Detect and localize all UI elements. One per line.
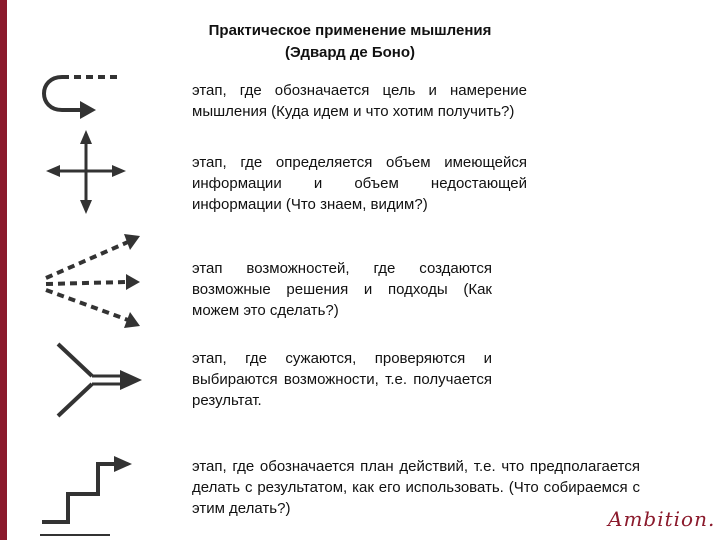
step-2-text: этап, где определяется объем имеющейся информации и объем недостающей информации (Что знаем, видим?) <box>192 154 527 213</box>
bottom-divider <box>40 534 110 536</box>
slide-title <box>150 20 550 64</box>
staircase-arrow-icon <box>40 450 140 530</box>
step-1-text: этап, где обозначается цель и намерение мышления (Куда идем и что хотим получить?) <box>192 82 527 120</box>
step-4-text: этап, где сужаются, проверяются и выбираются возможности, т.е. получается результат. <box>192 350 492 409</box>
left-accent-bar <box>0 0 7 540</box>
converging-lines-arrow-icon <box>48 338 148 422</box>
four-way-arrows-icon <box>40 128 130 216</box>
title-line-1: Практическое применение мышления <box>208 22 492 39</box>
diverging-dashed-arrows-icon <box>38 228 148 338</box>
step-5-text: этап, где обозначается план действий, т.е. что предполагается делать с результатом, как его использовать. (Что собираемся с этим делать?) <box>192 458 640 517</box>
title-line-2: (Эдвард де Боно) <box>284 44 416 61</box>
brand-logo: Ambition. <box>608 507 716 531</box>
step-3-text: этап возможностей, где создаются возможные решения и подходы (Как можем это сделать?) <box>192 260 492 319</box>
dashed-hook-arrow-icon <box>30 60 130 130</box>
